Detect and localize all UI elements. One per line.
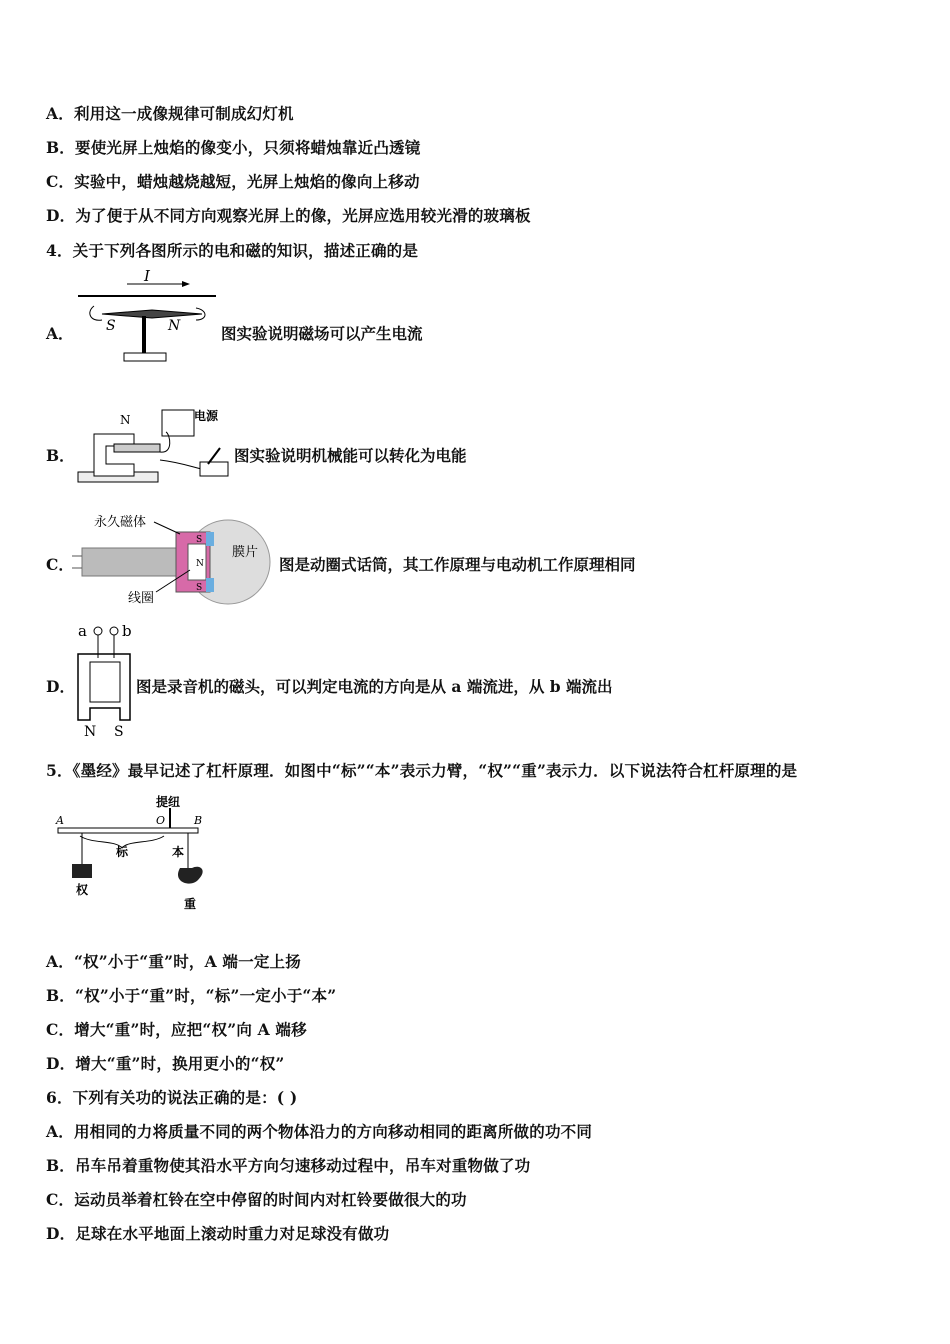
q6-option-a: A．用相同的力将质量不同的两个物体沿力的方向移动相同的距离所做的功不同 xyxy=(46,1122,593,1141)
current-label: I xyxy=(144,268,150,285)
diaphragm-label: 膜片 xyxy=(232,545,259,560)
q5-option-b: B．“权”小于“重”时，“标”一定小于“本” xyxy=(46,986,337,1005)
n-mid-label: N xyxy=(196,559,204,569)
q3-option-a: A．利用这一成像规律可制成幻灯机 xyxy=(46,104,294,123)
q4-option-c-caption: 图是动圈式话筒，其工作原理与电动机工作原理相同 xyxy=(279,555,636,574)
s-pole-label: S xyxy=(106,318,116,334)
n-label: N xyxy=(120,413,131,427)
tape-head-figure xyxy=(74,618,136,742)
biao-label: 标 xyxy=(116,845,129,859)
pivot-o-label: O xyxy=(156,814,166,827)
quan-label: 权 xyxy=(76,883,89,897)
microphone-figure xyxy=(72,512,272,608)
steelyard-figure xyxy=(52,792,218,914)
q4-option-d-caption: 图是录音机的磁头，可以判定电流的方向是从 a 端流进，从 b 端流出 xyxy=(136,677,613,696)
meter-label: 电源 xyxy=(194,409,219,423)
coil-label: 线圈 xyxy=(128,591,155,606)
q4-stem: 4．关于下列各图所示的电和磁的知识，描述正确的是 xyxy=(46,241,419,260)
q4-option-b-label: B． xyxy=(46,446,75,465)
generator-figure xyxy=(74,404,234,492)
magnet-label: 永久磁体 xyxy=(94,515,147,530)
q6-option-c: C．运动员举着杠铃在空中停留的时间内对杠铃要做很大的功 xyxy=(46,1190,467,1209)
q6-stem: 6．下列有关功的说法正确的是：( ) xyxy=(46,1088,298,1107)
q4-option-d-label: D． xyxy=(46,677,75,696)
terminal-b-label: b xyxy=(122,622,132,640)
q6-option-d: D．足球在水平地面上滚动时重力对足球没有做功 xyxy=(46,1224,390,1243)
q4-option-a-label: A． xyxy=(46,324,74,343)
q5-option-d: D．增大“重”时，换用更小的“权” xyxy=(46,1054,285,1073)
oersted-figure xyxy=(72,268,220,368)
s-bottom-label: S xyxy=(196,583,203,593)
s-pole-label: S xyxy=(114,724,124,740)
q5-stem: 5．《墨经》最早记述了杠杆原理．如图中“标”“本”表示力臂，“权”“重”表示力．以下说法符合杠杆原理的是 xyxy=(46,761,798,780)
q4-option-c-label: C． xyxy=(46,555,74,574)
q3-option-b: B．要使光屏上烛焰的像变小，只须将蜡烛靠近凸透镜 xyxy=(46,138,421,157)
ben-label: 本 xyxy=(172,845,185,859)
q3-option-d: D．为了便于从不同方向观察光屏上的像，光屏应选用较光滑的玻璃板 xyxy=(46,206,531,225)
end-b-label: B xyxy=(194,814,203,827)
q5-option-a: A．“权”小于“重”时，A 端一定上扬 xyxy=(46,952,301,971)
terminal-a-label: a xyxy=(78,622,87,640)
q5-option-c: C．增大“重”时，应把“权”向 A 端移 xyxy=(46,1020,307,1039)
end-a-label: A xyxy=(56,814,64,827)
n-pole-label: N xyxy=(84,724,97,740)
knob-label: 提纽 xyxy=(156,795,181,809)
q4-option-b-caption: 图实验说明机械能可以转化为电能 xyxy=(234,446,467,465)
s-top-label: S xyxy=(196,535,203,545)
zhong-label: 重 xyxy=(184,897,197,911)
q6-option-b: B．吊车吊着重物使其沿水平方向匀速移动过程中，吊车对重物做了功 xyxy=(46,1156,531,1175)
n-pole-label: N xyxy=(168,318,181,334)
q3-option-c: C．实验中，蜡烛越烧越短，光屏上烛焰的像向上移动 xyxy=(46,172,420,191)
q4-option-a-caption: 图实验说明磁场可以产生电流 xyxy=(221,324,423,343)
